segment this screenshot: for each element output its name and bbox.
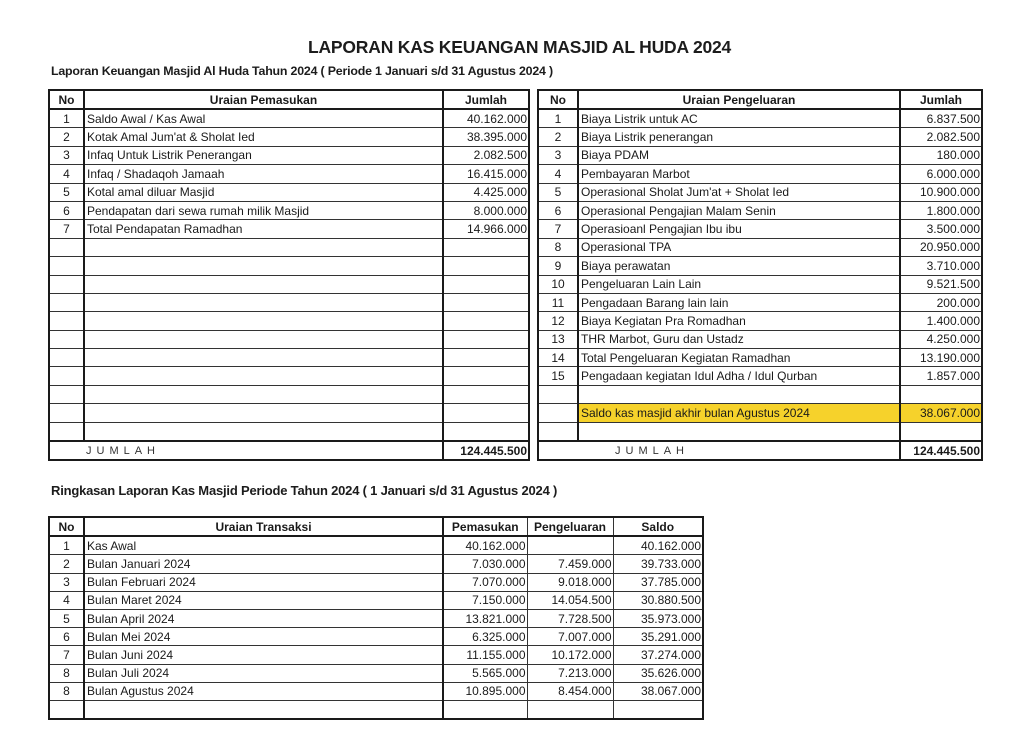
row-number: 5	[49, 183, 84, 201]
empty-cell	[84, 293, 443, 311]
empty-cell	[84, 349, 443, 367]
empty-row	[49, 275, 529, 293]
closing-balance-row	[538, 404, 982, 422]
income-total-label: JUMLAH	[49, 441, 443, 460]
balance-amount: 38.067.000	[613, 682, 703, 700]
transaction-description: Bulan Agustus 2024	[84, 682, 443, 700]
income-row	[49, 165, 529, 183]
income-amount: 4.425.000	[443, 183, 529, 201]
income-amount: 16.415.000	[443, 165, 529, 183]
empty-cell	[49, 238, 84, 256]
summary-header-row	[49, 517, 703, 536]
expense-amount: 20.950.000	[900, 238, 982, 256]
empty-cell	[443, 257, 529, 275]
row-number: 12	[538, 312, 578, 330]
expense-amount: 1.857.000	[900, 367, 982, 385]
empty-cell	[578, 422, 900, 441]
row-number: 9	[538, 257, 578, 275]
row-number: 8	[538, 238, 578, 256]
income-row	[49, 201, 529, 219]
row-number: 15	[538, 367, 578, 385]
expense-description: Total Pengeluaran Kegiatan Ramadhan	[578, 349, 900, 367]
expense-description: Pembayaran Marbot	[578, 165, 900, 183]
income-header-amount: Jumlah	[443, 90, 529, 109]
row-number: 4	[49, 165, 84, 183]
empty-cell	[443, 330, 529, 348]
income-table	[48, 89, 530, 461]
expense-row	[538, 349, 982, 367]
income-row	[49, 128, 529, 146]
summary-row	[49, 591, 703, 609]
income-amount: 11.155.000	[443, 646, 527, 664]
row-number: 8	[49, 682, 84, 700]
expense-amount: 9.521.500	[900, 275, 982, 293]
empty-cell	[443, 404, 529, 422]
income-description: Kotak Amal Jum'at & Sholat Ied	[84, 128, 443, 146]
expense-amount: 180.000	[900, 146, 982, 164]
income-body	[49, 109, 529, 460]
expense-row	[538, 165, 982, 183]
expense-table	[537, 89, 983, 461]
balance-amount: 35.626.000	[613, 664, 703, 682]
expense-amount: 10.172.000	[527, 646, 613, 664]
balance-amount: 37.785.000	[613, 573, 703, 591]
empty-row	[49, 293, 529, 311]
empty-cell	[443, 349, 529, 367]
row-number: 4	[538, 165, 578, 183]
income-description: Pendapatan dari sewa rumah milik Masjid	[84, 201, 443, 219]
empty-cell	[84, 238, 443, 256]
empty-row	[49, 257, 529, 275]
summary-row	[49, 555, 703, 573]
expense-amount: 7.213.000	[527, 664, 613, 682]
income-total-row	[49, 441, 529, 460]
income-total-amount: 124.445.500	[443, 441, 529, 460]
summary-header-expense: Pengeluaran	[527, 517, 613, 536]
empty-cell	[49, 293, 84, 311]
expense-amount: 200.000	[900, 293, 982, 311]
empty-row	[538, 422, 982, 441]
summary-row	[49, 573, 703, 591]
row-number: 6	[49, 628, 84, 646]
expense-amount: 1.400.000	[900, 312, 982, 330]
expense-amount: 6.000.000	[900, 165, 982, 183]
expense-row	[538, 128, 982, 146]
expense-description: Biaya Kegiatan Pra Romadhan	[578, 312, 900, 330]
row-number: 2	[538, 128, 578, 146]
row-number: 13	[538, 330, 578, 348]
empty-cell	[538, 422, 578, 441]
expense-row	[538, 238, 982, 256]
income-description: Infaq / Shadaqoh Jamaah	[84, 165, 443, 183]
row-number: 6	[538, 201, 578, 219]
expense-amount: 1.800.000	[900, 201, 982, 219]
income-description: Saldo Awal / Kas Awal	[84, 109, 443, 128]
empty-cell	[538, 404, 578, 422]
income-amount: 40.162.000	[443, 109, 529, 128]
report-subtitle: Laporan Keuangan Masjid Al Huda Tahun 2024 ( Periode 1 Januari s/d 31 Agustus 2024 )	[51, 64, 553, 78]
expense-amount: 6.837.500	[900, 109, 982, 128]
row-number: 5	[49, 609, 84, 627]
expense-body	[538, 109, 982, 460]
expense-header-no: No	[538, 90, 578, 109]
closing-balance-label: Saldo kas masjid akhir bulan Agustus 2024	[578, 404, 900, 422]
income-amount: 14.966.000	[443, 220, 529, 238]
row-number: 2	[49, 555, 84, 573]
empty-cell	[443, 312, 529, 330]
empty-cell	[49, 700, 84, 719]
transaction-description: Bulan Mei 2024	[84, 628, 443, 646]
empty-cell	[84, 367, 443, 385]
expense-description: Biaya perawatan	[578, 257, 900, 275]
summary-row	[49, 609, 703, 627]
expense-amount: 2.082.500	[900, 128, 982, 146]
row-number: 8	[49, 664, 84, 682]
summary-table	[48, 516, 704, 720]
expense-total-row	[538, 441, 982, 460]
expense-amount: 7.728.500	[527, 609, 613, 627]
transaction-description: Kas Awal	[84, 536, 443, 555]
closing-balance-amount: 38.067.000	[900, 404, 982, 422]
income-header-row	[49, 90, 529, 109]
expense-row	[538, 367, 982, 385]
income-row	[49, 146, 529, 164]
empty-cell	[49, 312, 84, 330]
empty-row	[49, 312, 529, 330]
empty-cell	[613, 700, 703, 719]
income-header-no: No	[49, 90, 84, 109]
row-number: 5	[538, 183, 578, 201]
income-amount: 38.395.000	[443, 128, 529, 146]
balance-amount: 35.973.000	[613, 609, 703, 627]
transaction-description: Bulan April 2024	[84, 609, 443, 627]
row-number: 4	[49, 591, 84, 609]
income-amount: 7.150.000	[443, 591, 527, 609]
expense-amount: 14.054.500	[527, 591, 613, 609]
empty-cell	[900, 422, 982, 441]
row-number: 7	[49, 220, 84, 238]
transaction-description: Bulan Juni 2024	[84, 646, 443, 664]
summary-header-income: Pemasukan	[443, 517, 527, 536]
row-number: 3	[49, 146, 84, 164]
income-row	[49, 220, 529, 238]
row-number: 7	[49, 646, 84, 664]
expense-total-amount: 124.445.500	[900, 441, 982, 460]
expense-description: Biaya PDAM	[578, 146, 900, 164]
expense-amount: 4.250.000	[900, 330, 982, 348]
income-amount: 6.325.000	[443, 628, 527, 646]
expense-total-label: JUMLAH	[538, 441, 900, 460]
row-number: 10	[538, 275, 578, 293]
empty-cell	[49, 349, 84, 367]
empty-cell	[49, 330, 84, 348]
row-number: 1	[49, 109, 84, 128]
summary-body	[49, 536, 703, 719]
expense-row	[538, 293, 982, 311]
expense-row	[538, 183, 982, 201]
expense-row	[538, 109, 982, 128]
summary-header-no: No	[49, 517, 84, 536]
empty-row	[49, 385, 529, 403]
income-description: Total Pendapatan Ramadhan	[84, 220, 443, 238]
expense-amount: 9.018.000	[527, 573, 613, 591]
expense-amount: 3.710.000	[900, 257, 982, 275]
summary-title: Ringkasan Laporan Kas Masjid Periode Tahun 2024 ( 1 Januari s/d 31 Agustus 2024 )	[51, 483, 558, 498]
transaction-description: Bulan Maret 2024	[84, 591, 443, 609]
income-amount: 40.162.000	[443, 536, 527, 555]
balance-amount: 40.162.000	[613, 536, 703, 555]
empty-row	[49, 349, 529, 367]
income-row	[49, 183, 529, 201]
expense-description: Operasional TPA	[578, 238, 900, 256]
expense-description: Biaya Listrik untuk AC	[578, 109, 900, 128]
empty-cell	[84, 330, 443, 348]
summary-header-balance: Saldo	[613, 517, 703, 536]
transaction-description: Bulan Juli 2024	[84, 664, 443, 682]
empty-cell	[443, 700, 527, 719]
empty-cell	[527, 700, 613, 719]
expense-row	[538, 330, 982, 348]
summary-row	[49, 536, 703, 555]
summary-row	[49, 646, 703, 664]
empty-cell	[443, 385, 529, 403]
expense-header-desc: Uraian Pengeluaran	[578, 90, 900, 109]
empty-cell	[84, 312, 443, 330]
empty-cell	[443, 367, 529, 385]
expense-row	[538, 146, 982, 164]
row-number: 1	[538, 109, 578, 128]
empty-cell	[443, 275, 529, 293]
expense-amount: 10.900.000	[900, 183, 982, 201]
empty-cell	[443, 422, 529, 441]
empty-row	[49, 238, 529, 256]
balance-amount: 30.880.500	[613, 591, 703, 609]
empty-cell	[578, 385, 900, 403]
expense-description: Operasional Sholat Jum'at + Sholat Ied	[578, 183, 900, 201]
empty-cell	[443, 293, 529, 311]
income-amount: 5.565.000	[443, 664, 527, 682]
empty-cell	[49, 385, 84, 403]
empty-cell	[49, 275, 84, 293]
income-header-desc: Uraian Pemasukan	[84, 90, 443, 109]
empty-cell	[84, 422, 443, 441]
balance-amount: 35.291.000	[613, 628, 703, 646]
expense-amount: 7.007.000	[527, 628, 613, 646]
row-number: 7	[538, 220, 578, 238]
income-amount: 10.895.000	[443, 682, 527, 700]
summary-header-desc: Uraian Transaksi	[84, 517, 443, 536]
empty-row	[49, 700, 703, 719]
expense-description: Operasional Pengajian Malam Senin	[578, 201, 900, 219]
expense-description: THR Marbot, Guru dan Ustadz	[578, 330, 900, 348]
expense-description: Pengeluaran Lain Lain	[578, 275, 900, 293]
empty-cell	[49, 367, 84, 385]
empty-cell	[443, 238, 529, 256]
document-title: LAPORAN KAS KEUANGAN MASJID AL HUDA 2024	[308, 37, 732, 57]
empty-cell	[49, 404, 84, 422]
empty-row	[538, 385, 982, 403]
income-amount: 7.070.000	[443, 573, 527, 591]
income-amount: 7.030.000	[443, 555, 527, 573]
empty-row	[49, 367, 529, 385]
income-amount: 13.821.000	[443, 609, 527, 627]
summary-row	[49, 628, 703, 646]
expense-row	[538, 257, 982, 275]
transaction-description: Bulan Januari 2024	[84, 555, 443, 573]
row-number: 3	[538, 146, 578, 164]
empty-cell	[84, 257, 443, 275]
row-number: 14	[538, 349, 578, 367]
expense-amount: 13.190.000	[900, 349, 982, 367]
empty-cell	[84, 385, 443, 403]
empty-cell	[49, 422, 84, 441]
row-number: 11	[538, 293, 578, 311]
expense-description: Pengadaan kegiatan Idul Adha / Idul Qurban	[578, 367, 900, 385]
expense-amount: 7.459.000	[527, 555, 613, 573]
empty-cell	[84, 700, 443, 719]
transaction-description: Bulan Februari 2024	[84, 573, 443, 591]
expense-row	[538, 275, 982, 293]
income-amount: 2.082.500	[443, 146, 529, 164]
empty-cell	[84, 275, 443, 293]
empty-cell	[538, 385, 578, 403]
income-description: Infaq Untuk Listrik Penerangan	[84, 146, 443, 164]
income-row	[49, 109, 529, 128]
balance-amount: 37.274.000	[613, 646, 703, 664]
expense-row	[538, 201, 982, 219]
row-number: 3	[49, 573, 84, 591]
empty-cell	[900, 385, 982, 403]
empty-cell	[49, 257, 84, 275]
expense-row	[538, 220, 982, 238]
expense-header-row	[538, 90, 982, 109]
expense-description: Biaya Listrik penerangan	[578, 128, 900, 146]
row-number: 2	[49, 128, 84, 146]
expense-description: Operasioanl Pengajian Ibu ibu	[578, 220, 900, 238]
empty-row	[49, 330, 529, 348]
expense-amount: 8.454.000	[527, 682, 613, 700]
expense-amount: 3.500.000	[900, 220, 982, 238]
expense-amount	[527, 536, 613, 555]
expense-description: Pengadaan Barang lain lain	[578, 293, 900, 311]
expense-header-amount: Jumlah	[900, 90, 982, 109]
income-description: Kotal amal diluar Masjid	[84, 183, 443, 201]
summary-row	[49, 664, 703, 682]
balance-amount: 39.733.000	[613, 555, 703, 573]
income-amount: 8.000.000	[443, 201, 529, 219]
summary-row	[49, 682, 703, 700]
expense-row	[538, 312, 982, 330]
empty-row	[49, 422, 529, 441]
empty-row	[49, 404, 529, 422]
row-number: 1	[49, 536, 84, 555]
row-number: 6	[49, 201, 84, 219]
empty-cell	[84, 404, 443, 422]
